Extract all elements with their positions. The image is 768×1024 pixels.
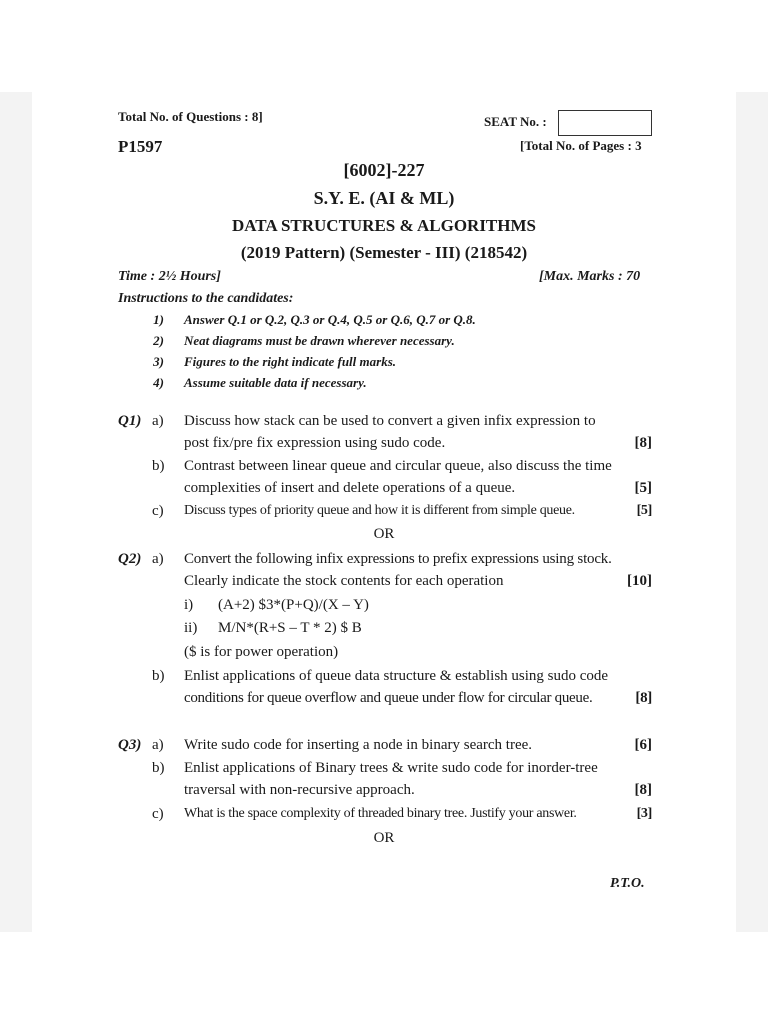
question-text: Contrast between linear queue and circular queue, also discuss the time	[184, 458, 612, 474]
part-label: a)	[152, 413, 164, 429]
part-label: c)	[152, 806, 164, 822]
instruction-number: 4)	[153, 375, 164, 390]
note: ($ is for power operation)	[184, 644, 339, 660]
question-label: Q2)	[118, 551, 142, 567]
seat-no-box	[558, 110, 652, 136]
question-text-row	[184, 435, 652, 452]
seat-no-label: SEAT No. :	[484, 114, 547, 129]
part-label: b)	[152, 668, 165, 684]
marks: [8]	[634, 782, 652, 798]
marks: [10]	[627, 573, 652, 589]
instruction-text: Neat diagrams must be drawn wherever necessary.	[184, 333, 455, 348]
question-text-row	[184, 737, 652, 754]
question-text: Convert the following infix expressions to prefix expressions using stock.	[184, 551, 612, 567]
or-separator: OR	[373, 526, 395, 542]
or-separator: OR	[373, 830, 395, 846]
question-text-row	[184, 806, 652, 822]
question-text: conditions for queue overflow and queue under flow for circular queue.	[184, 690, 593, 706]
paper-code: P1597	[118, 137, 163, 156]
question-text: Enlist applications of Binary trees & write sudo code for inorder-tree	[184, 760, 598, 776]
marks: [8]	[635, 690, 652, 706]
instruction-number: 1)	[153, 312, 164, 327]
question-label: Q3)	[118, 737, 142, 753]
part-label: c)	[152, 503, 164, 519]
question-text: Write sudo code for inserting a node in binary search tree.	[184, 737, 533, 753]
question-text: Discuss how stack can be used to convert a given infix expression to	[184, 413, 596, 429]
expression: M/N*(R+S – T * 2) $ B	[218, 620, 362, 636]
question-text-row	[184, 782, 652, 799]
course-title: S.Y. E. (AI & ML)	[313, 188, 455, 208]
instructions-title: Instructions to the candidates:	[118, 291, 294, 306]
question-text: post fix/pre fix expression using sudo code.	[184, 435, 446, 451]
marks: [8]	[634, 435, 652, 451]
question-text: Discuss types of priority queue and how it is different from simple queue.	[184, 503, 575, 518]
question-text: Enlist applications of queue data structure & establish using sudo code	[184, 668, 609, 684]
instruction-number: 2)	[153, 333, 164, 348]
marks: [5]	[636, 503, 652, 518]
instruction-text: Assume suitable data if necessary.	[184, 375, 367, 390]
total-questions: Total No. of Questions : 8]	[118, 109, 263, 124]
question-text: What is the space complexity of threaded binary tree. Justify your answer.	[184, 806, 577, 821]
exam-page	[32, 92, 736, 932]
instruction-number: 3)	[153, 354, 164, 369]
left-margin-strip	[0, 92, 32, 932]
exam-code: [6002]-227	[343, 160, 425, 180]
question-text-row	[184, 503, 652, 519]
pto-label: P.T.O.	[610, 876, 645, 891]
part-label: a)	[152, 551, 164, 567]
marks: [5]	[634, 480, 652, 496]
expression: (A+2) $3*(P+Q)/(X – Y)	[218, 597, 369, 613]
sub-part-label: i)	[184, 597, 194, 613]
instruction-text: Figures to the right indicate full marks.	[184, 354, 397, 369]
sub-part-label: ii)	[184, 620, 198, 636]
question-text-row	[184, 573, 652, 590]
part-label: b)	[152, 458, 165, 474]
question-text: complexities of insert and delete operations of a queue.	[184, 480, 516, 496]
right-margin-strip	[736, 92, 768, 932]
time-label: Time : 2½ Hours]	[118, 269, 221, 284]
part-label: a)	[152, 737, 164, 753]
subject-title: DATA STRUCTURES & ALGORITHMS	[231, 216, 536, 235]
max-marks: [Max. Marks : 70	[539, 269, 641, 284]
question-label: Q1)	[118, 413, 142, 429]
marks: [3]	[636, 806, 652, 821]
question-text-row	[184, 690, 652, 707]
instruction-text: Answer Q.1 or Q.2, Q.3 or Q.4, Q.5 or Q.6, Q.7 or Q.8.	[184, 312, 476, 327]
question-text-row	[184, 480, 652, 497]
pattern-line: (2019 Pattern) (Semester - III) (218542)	[240, 243, 528, 262]
part-label: b)	[152, 760, 165, 776]
marks: [6]	[634, 737, 652, 753]
question-text: traversal with non-recursive approach.	[184, 782, 415, 798]
question-text: Clearly indicate the stock contents for each operation	[184, 573, 504, 589]
total-pages: [Total No. of Pages : 3	[520, 138, 642, 153]
